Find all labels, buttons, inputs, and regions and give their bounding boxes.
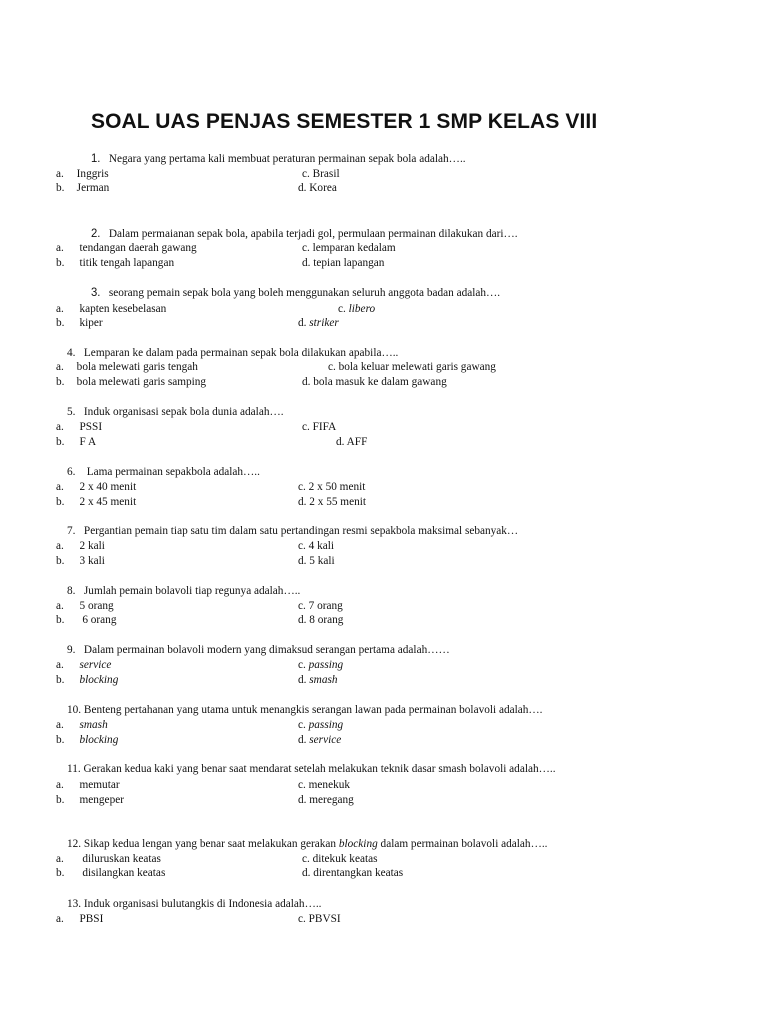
q4-option-d: d. bola masuk ke dalam gawang (302, 374, 447, 388)
q9-option-a: a. service (56, 657, 112, 671)
q11-option-a: a. memutar (56, 777, 120, 791)
question-11: 11. Gerakan kedua kaki yang benar saat mendarat setelah melakukan teknik dasar smash bolavoli adalah….. (67, 761, 556, 775)
q7-option-a: a. 2 kali (56, 538, 105, 552)
question-4: 4. Lemparan ke dalam pada permainan sepak bola dilakukan apabila….. (67, 345, 399, 359)
q3-option-d: d. striker (298, 315, 339, 329)
q4-option-c: c. bola keluar melewati garis gawang (328, 359, 496, 373)
q5-option-c: c. FIFA (302, 419, 337, 433)
q8-option-a: a. 5 orang (56, 598, 114, 612)
question-3: 3. seorang pemain sepak bola yang boleh menggunakan seluruh anggota badan adalah…. (91, 285, 501, 299)
q4-option-b: b. bola melewati garis samping (56, 374, 207, 388)
q6-option-c: c. 2 x 50 menit (298, 479, 366, 493)
q9-option-d: d. smash (298, 672, 338, 686)
q10-option-c: c. passing (298, 717, 344, 731)
question-12: 12. Sikap kedua lengan yang benar saat melakukan gerakan blocking dalam permainan bolavoli adalah….. (67, 836, 548, 850)
q7-option-b: b. 3 kali (56, 553, 105, 567)
q5-option-b: b. F A (56, 434, 97, 448)
q2-option-c: c. lemparan kedalam (302, 240, 396, 254)
q10-option-b: b. blocking (56, 732, 119, 746)
q8-option-b: b. 6 orang (56, 612, 117, 626)
question-5: 5. Induk organisasi sepak bola dunia adalah…. (67, 404, 284, 418)
q1-option-b: b. Jerman (56, 180, 110, 194)
q5-option-d: d. AFF (336, 434, 368, 448)
q10-option-a: a. smash (56, 717, 108, 731)
q3-option-c: c. libero (338, 301, 376, 315)
q2-option-b: b. titik tengah lapangan (56, 255, 175, 269)
q12-option-c: c. ditekuk keatas (302, 851, 378, 865)
q7-option-c: c. 4 kali (298, 538, 335, 552)
q9-option-c: c. passing (298, 657, 344, 671)
q1-option-c: c. Brasil (302, 166, 340, 180)
q8-option-c: c. 7 orang (298, 598, 343, 612)
q8-option-d: d. 8 orang (298, 612, 344, 626)
q3-option-a: a. kapten kesebelasan (56, 301, 167, 315)
q4-option-a: a. bola melewati garis tengah (56, 359, 198, 373)
q11-option-d: d. meregang (298, 792, 354, 806)
q1-option-a: a. Inggris (56, 166, 109, 180)
q11-option-c: c. menekuk (298, 777, 350, 791)
q6-option-d: d. 2 x 55 menit (298, 494, 366, 508)
q13-option-c: c. PBVSI (298, 911, 341, 925)
q9-option-b: b. blocking (56, 672, 119, 686)
question-8: 8. Jumlah pemain bolavoli tiap regunya adalah….. (67, 583, 301, 597)
q10-option-d: d. service (298, 732, 342, 746)
question-7: 7. Pergantian pemain tiap satu tim dalam satu pertandingan resmi sepakbola maksimal sebanyak… (67, 523, 519, 537)
q12-option-a: a. diluruskan keatas (56, 851, 161, 865)
q5-option-a: a. PSSI (56, 419, 103, 433)
question-10: 10. Benteng pertahanan yang utama untuk menangkis serangan lawan pada permainan bolavoli adalah…. (67, 702, 543, 716)
q6-option-a: a. 2 x 40 menit (56, 479, 137, 493)
page-title: SOAL UAS PENJAS SEMESTER 1 SMP KELAS VIII (91, 110, 598, 133)
q7-option-d: d. 5 kali (298, 553, 335, 567)
q13-option-a: a. PBSI (56, 911, 104, 925)
q3-option-b: b. kiper (56, 315, 103, 329)
q6-option-b: b. 2 x 45 menit (56, 494, 137, 508)
question-13: 13. Induk organisasi bulutangkis di Indonesia adalah….. (67, 896, 322, 910)
q1-option-d: d. Korea (298, 180, 337, 194)
question-2: 2. Dalam permaianan sepak bola, apabila terjadi gol, permulaan permainan dilakukan dari…. (91, 226, 518, 240)
question-9: 9. Dalam permainan bolavoli modern yang dimaksud serangan pertama adalah…… (67, 642, 450, 656)
q2-option-a: a. tendangan daerah gawang (56, 240, 197, 254)
q11-option-b: b. mengeper (56, 792, 124, 806)
q12-option-b: b. disilangkan keatas (56, 865, 166, 879)
question-1: 1. Negara yang pertama kali membuat peraturan permainan sepak bola adalah….. (91, 151, 466, 165)
q12-option-d: d. direntangkan keatas (302, 865, 404, 879)
question-6: 6. Lama permainan sepakbola adalah….. (67, 464, 260, 478)
q2-option-d: d. tepian lapangan (302, 255, 385, 269)
